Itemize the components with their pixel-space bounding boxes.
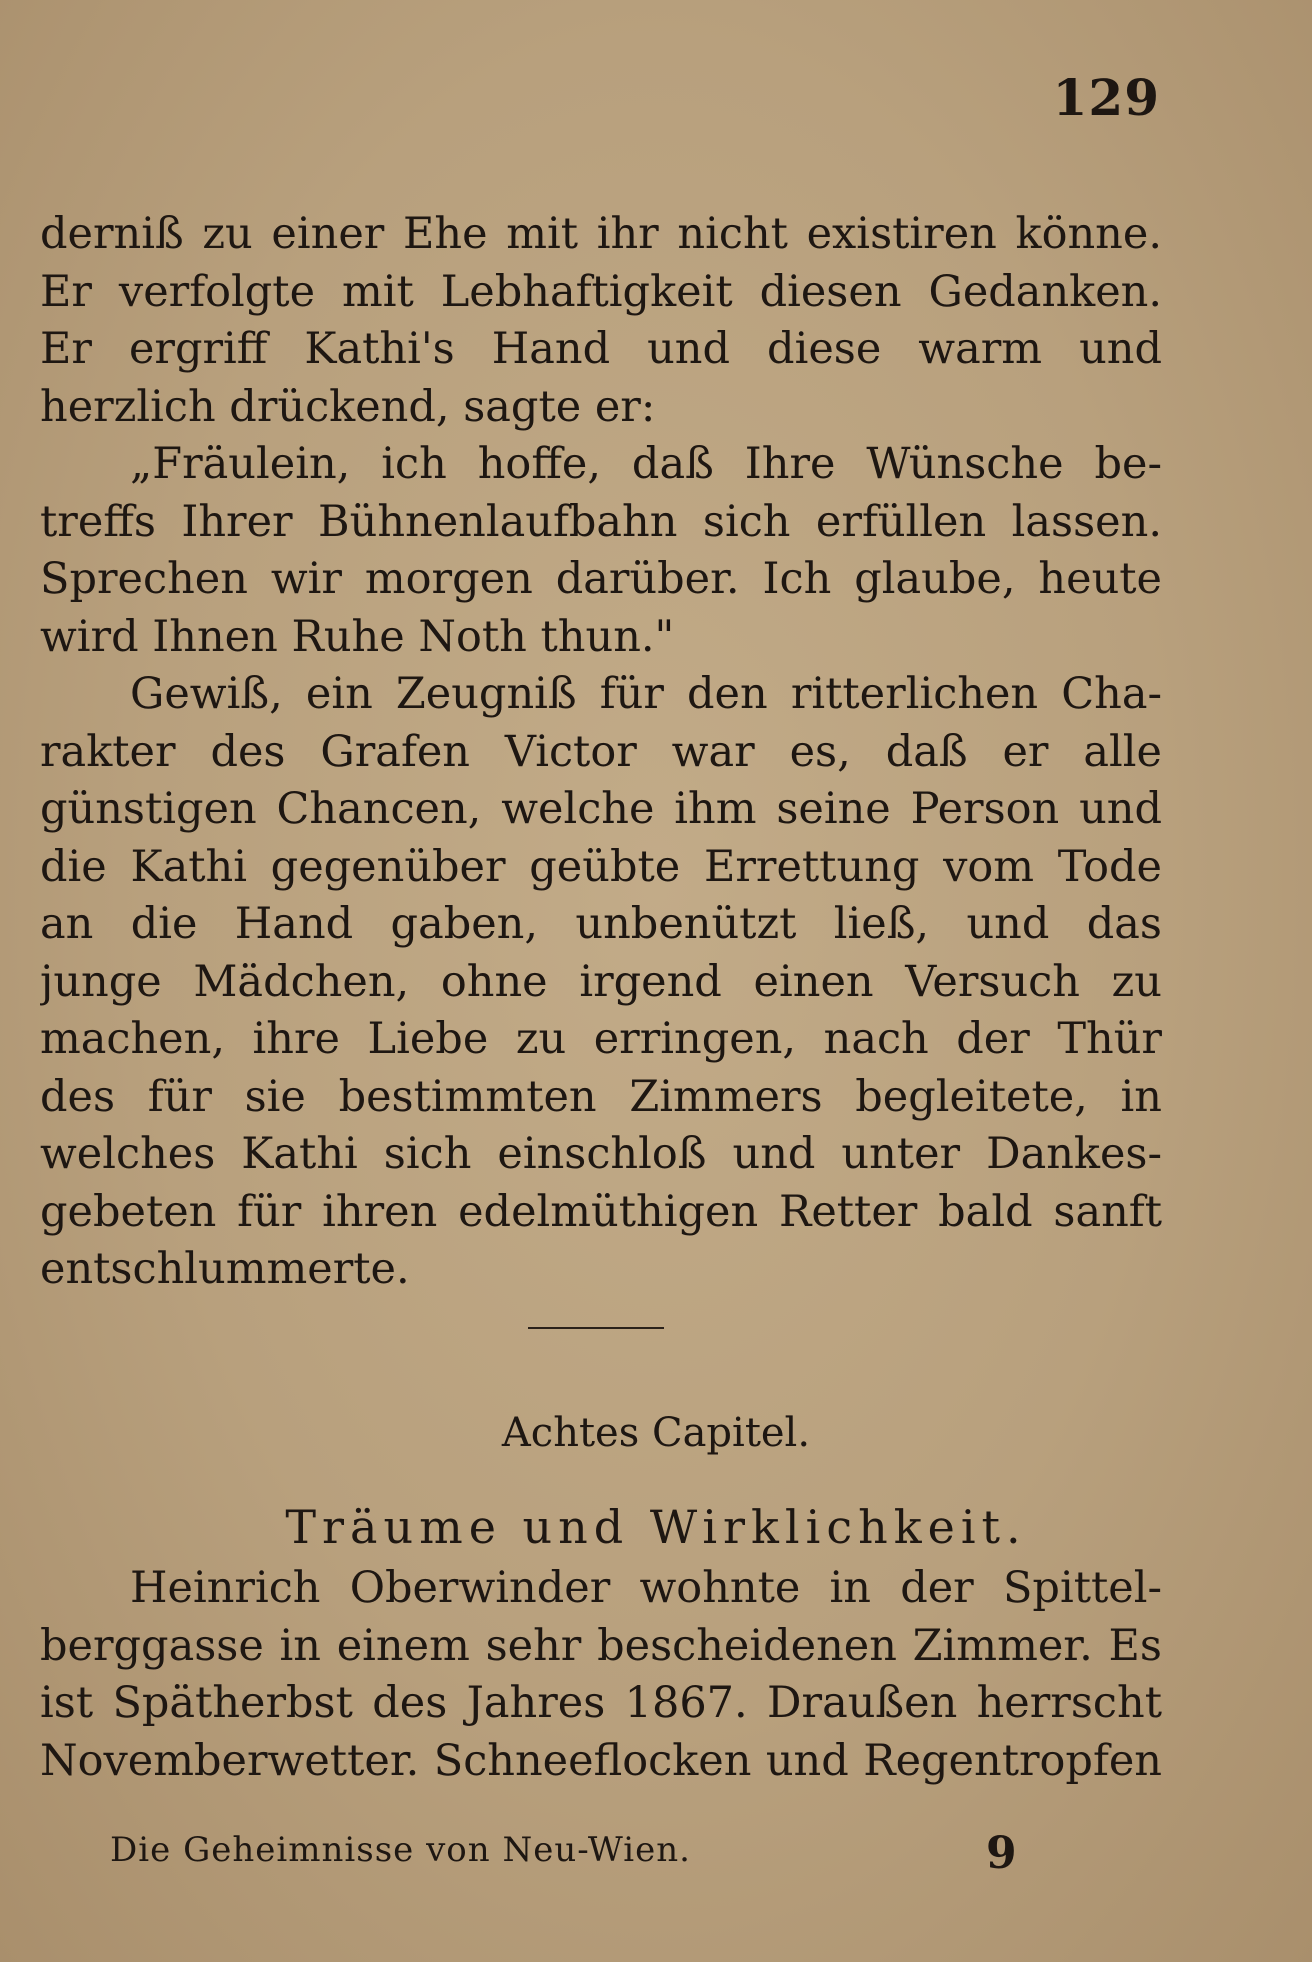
text-line: Gewiß, ein Zeugniß für den ritterlichen Cha- [130, 669, 1162, 719]
chapter-label: Achtes Capitel. [501, 1410, 811, 1456]
text-line: gebeten für ihren edelmüthigen Retter bald sanft [40, 1186, 1162, 1237]
text-line: des für sie bestimmten Zimmers begleitete, in [40, 1071, 1162, 1122]
text-line: treffs Ihrer Bühnenlaufbahn sich erfüllen lassen. [40, 496, 1162, 547]
text-line: herzlich drückend, sagte er: [40, 381, 656, 432]
paragraph-block-1 [40, 206, 1162, 1299]
text-line: berggasse in einem sehr bescheidenen Zimmer. Es [40, 1620, 1162, 1671]
text-line: Er ergriff Kathi's Hand und diese warm und [40, 324, 1162, 374]
chapter-title: Träume und Wirklichkeit. [285, 1500, 1027, 1554]
text-line: wird Ihnen Ruhe Noth thun." [40, 611, 675, 662]
signature-mark: 9 [986, 1828, 1017, 1879]
text-line: ist Spätherbst des Jahres 1867. Draußen herrscht [40, 1678, 1162, 1728]
footer-book-title: Die Geheimnisse von Neu-Wien. [110, 1830, 691, 1870]
text-line: entschlummerte. [40, 1244, 410, 1294]
paragraph-block-2 [40, 1560, 1162, 1790]
text-line: Sprechen wir morgen darüber. Ich glaube, heute [40, 554, 1162, 604]
text-line: Novemberwetter. Schneeflocken und Regentropfen [40, 1735, 1162, 1786]
text-line: an die Hand gaben, unbenützt ließ, und das [40, 899, 1162, 949]
text-line: welches Kathi sich einschloß und unter Dankes- [40, 1129, 1162, 1179]
text-line: „Fräulein, ich hoffe, daß Ihre Wünsche be- [130, 439, 1162, 489]
text-line: derniß zu einer Ehe mit ihr nicht existiren könne. [40, 209, 1162, 259]
text-line: günstigen Chancen, welche ihm seine Person und [40, 784, 1162, 834]
text-line: rakter des Grafen Victor war es, daß er alle [40, 726, 1162, 777]
text-line: machen, ihre Liebe zu erringen, nach der Thür [40, 1014, 1162, 1064]
text-line: Heinrich Oberwinder wohnte in der Spittel- [130, 1563, 1162, 1613]
text-line: die Kathi gegenüber geübte Errettung vom Tode [40, 841, 1162, 892]
text-line: Er verfolgte mit Lebhaftigkeit diesen Gedanken. [40, 266, 1162, 317]
text-line: junge Mädchen, ohne irgend einen Versuch zu [40, 956, 1162, 1007]
page-number: 129 [1052, 68, 1160, 127]
section-divider [528, 1327, 664, 1329]
